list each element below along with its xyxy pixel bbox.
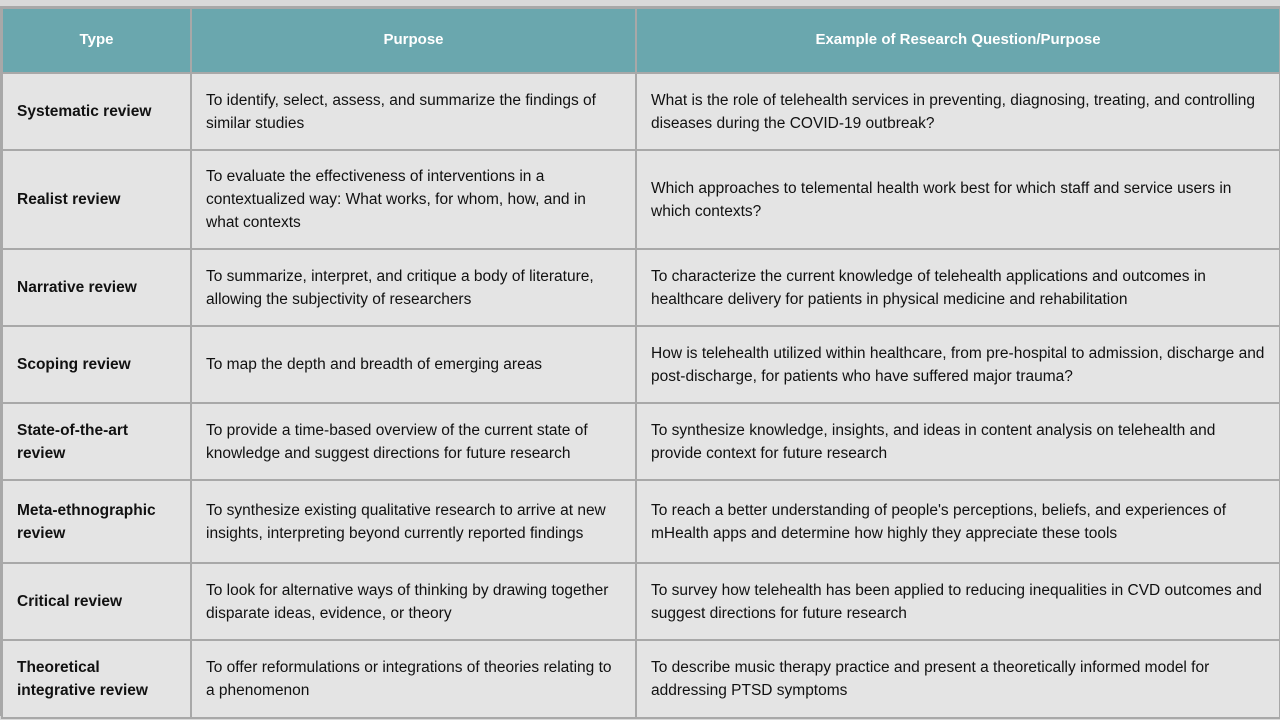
purpose-cell: To synthesize existing qualitative research to arrive at new insights, interpreting beyond currently reported findings xyxy=(191,480,636,563)
table-row xyxy=(2,563,1280,640)
purpose-cell: To evaluate the effectiveness of interventions in a contextualized way: What works, for whom, how, and in what contexts xyxy=(191,150,636,249)
review-types-table-container xyxy=(0,6,1280,716)
purpose-cell: To offer reformulations or integrations of theories relating to a phenomenon xyxy=(191,640,636,718)
example-cell: To survey how telehealth has been applied to reducing inequalities in CVD outcomes and suggest directions for future research xyxy=(636,563,1280,640)
purpose-cell: To summarize, interpret, and critique a body of literature, allowing the subjectivity of researchers xyxy=(191,249,636,326)
type-cell: Scoping review xyxy=(2,326,191,403)
type-cell: Theoretical integrative review xyxy=(2,640,191,718)
type-cell: Narrative review xyxy=(2,249,191,326)
table-row xyxy=(2,640,1280,718)
example-cell: What is the role of telehealth services in preventing, diagnosing, treating, and controlling diseases during the COVID-19 outbreak? xyxy=(636,73,1280,150)
table-row xyxy=(2,150,1280,249)
purpose-cell: To identify, select, assess, and summarize the findings of similar studies xyxy=(191,73,636,150)
table-header xyxy=(2,8,1280,73)
table-row xyxy=(2,326,1280,403)
table-row xyxy=(2,480,1280,563)
review-types-table xyxy=(1,7,1280,719)
example-cell: How is telehealth utilized within healthcare, from pre-hospital to admission, discharge and post-discharge, for patients who have suffered major trauma? xyxy=(636,326,1280,403)
table-row xyxy=(2,73,1280,150)
header-type: Type xyxy=(2,8,191,73)
table-row xyxy=(2,249,1280,326)
header-example: Example of Research Question/Purpose xyxy=(636,8,1280,73)
example-cell: To describe music therapy practice and present a theoretically informed model for addressing PTSD symptoms xyxy=(636,640,1280,718)
example-cell: To synthesize knowledge, insights, and ideas in content analysis on telehealth and provide context for future research xyxy=(636,403,1280,480)
type-cell: Critical review xyxy=(2,563,191,640)
type-cell: Meta-ethnographic review xyxy=(2,480,191,563)
purpose-cell: To look for alternative ways of thinking by drawing together disparate ideas, evidence, or theory xyxy=(191,563,636,640)
type-cell: Realist review xyxy=(2,150,191,249)
example-cell: To reach a better understanding of people's perceptions, beliefs, and experiences of mHealth apps and determine how highly they appreciate these tools xyxy=(636,480,1280,563)
purpose-cell: To provide a time-based overview of the current state of knowledge and suggest directions for future research xyxy=(191,403,636,480)
type-cell: Systematic review xyxy=(2,73,191,150)
table-row xyxy=(2,403,1280,480)
example-cell: Which approaches to telemental health work best for which staff and service users in which contexts? xyxy=(636,150,1280,249)
purpose-cell: To map the depth and breadth of emerging areas xyxy=(191,326,636,403)
example-cell: To characterize the current knowledge of telehealth applications and outcomes in healthcare delivery for patients in physical medicine and rehabilitation xyxy=(636,249,1280,326)
type-cell: State-of-the-art review xyxy=(2,403,191,480)
header-purpose: Purpose xyxy=(191,8,636,73)
